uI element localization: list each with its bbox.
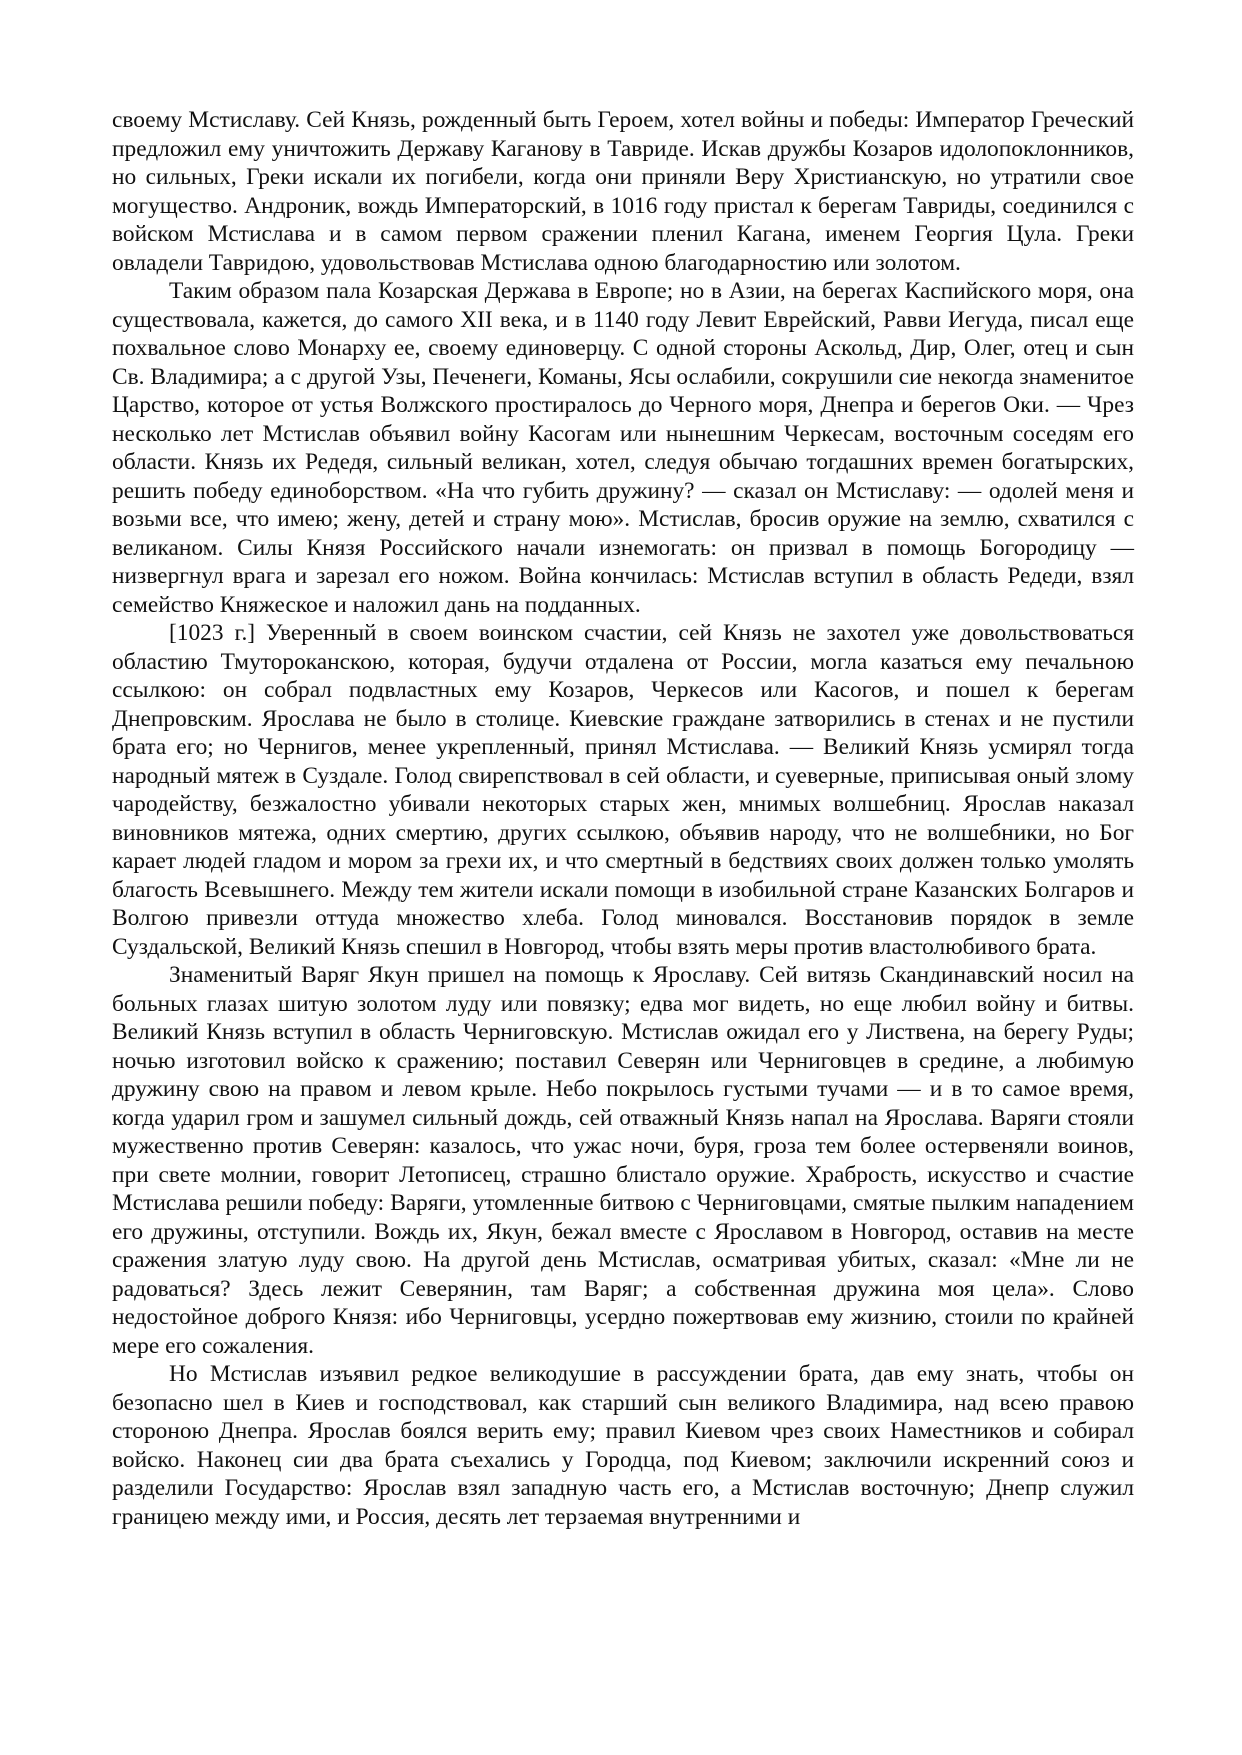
paragraph-1: своему Мстиславу. Сей Князь, рожденный быть Героем, хотел войны и победы: Император Греческий предложил ему уничтожить Державу Каганову в Тавриде. Искав дружбы Козаров идолопоклонников, но сильных, Греки искали их погибели, когда они приняли Веру Христианскую, но утратили свое могущество. Андроник, вождь Императорский, в 1016 году пристал к берегам Тавриды, соединился с войском Мстислава и в самом первом сражении пленил Кагана, именем Георгия Цула. Греки овладели Тавридою, удовольствовав Мстислава одною благодарностию или золотом.	[112, 107, 1134, 276]
document-page	[112, 106, 1134, 1531]
paragraph-5: Но Мстислав изъявил редкое великодушие в рассуждении брата, дав ему знать, чтобы он безопасно шел в Киев и господствовал, как старший сын великого Владимира, над всею правою стороною Днепра. Ярослав боялся верить ему; правил Киевом чрез своих Наместников и собирал войско. Наконец сии два брата съехались у Городца, под Киевом; заключили искренний союз и разделили Государство: Ярослав взял западную часть его, а Мстислав восточную; Днепр служил границею между ими, и Россия, десять лет терзаемая внутренними и	[112, 1361, 1134, 1530]
paragraph-2: Таким образом пала Козарская Держава в Европе; но в Азии, на берегах Каспийского моря, она существовала, кажется, до самого XII века, и в 1140 году Левит Еврейский, Равви Иегуда, писал еще похвальное слово Монарху ее, своему единоверцу. С одной стороны Аскольд, Дир, Олег, отец и сын Св. Владимира; а с другой Узы, Печенеги, Команы, Ясы ослабили, сокрушили сие некогда знаменитое Царство, которое от устья Волжского простиралось до Черного моря, Днепра и берегов Оки. — Чрез несколько лет Мстислав объявил войну Касогам или нынешним Черкесам, восточным соседям его области. Князь их Редедя, сильный великан, хотел, следуя обычаю тогдашних времен богатырских, решить победу единоборством. «На что губить дружину? — сказал он Мстиславу: — одолей меня и возьми все, что имею; жену, детей и страну мою». Мстислав, бросив оружие на землю, схватился с великаном. Силы Князя Российского начали изнемогать: он призвал в помощь Богородицу — низвергнул врага и зарезал его ножом. Война кончилась: Мстислав вступил в область Редеди, взял семейство Княжеское и наложил дань на подданных.	[112, 278, 1134, 618]
paragraph-4: Знаменитый Варяг Якун пришел на помощь к Ярославу. Сей витязь Скандинавский носил на больных глазах шитую золотом луду или повязку; едва мог видеть, но еще любил войну и битвы. Великий Князь вступил в область Черниговскую. Мстислав ожидал его у Листвена, на берегу Руды; ночью изготовил войско к сражению; поставил Северян или Черниговцев в средине, а любимую дружину свою на правом и левом крыле. Небо покрылось густыми тучами — и в то самое время, когда ударил гром и зашумел сильный дождь, сей отважный Князь напал на Ярослава. Варяги стояли мужественно против Северян: казалось, что ужас ночи, буря, гроза тем более остервеняли воинов, при свете молнии, говорит Летописец, страшно блистало оружие. Храбрость, искусство и счастие Мстислава решили победу: Варяги, утомленные битвою с Черниговцами, смятые пылким нападением его дружины, отступили. Вождь их, Якун, бежал вместе с Ярославом в Новгород, оставив на месте сражения златую луду свою. На другой день Мстислав, осматривая убитых, сказал: «Мне ли не радоваться? Здесь лежит Северянин, там Варяг; а собственная дружина моя цела». Слово недостойное доброго Князя: ибо Черниговцы, усердно пожертвовав ему жизнию, стоили по крайней мере его сожаления.	[112, 962, 1134, 1359]
paragraph-3: [1023 г.] Уверенный в своем воинском счастии, сей Князь не захотел уже довольствоваться областию Тмутороканскою, которая, будучи отдалена от России, могла казаться ему печальною ссылкою: он собрал подвластных ему Козаров, Черкесов или Касогов, и пошел к берегам Днепровским. Ярослава не было в столице. Киевские граждане затворились в стенах и не пустили брата его; но Чернигов, менее укрепленный, принял Мстислава. — Великий Князь усмирял тогда народный мятеж в Суздале. Голод свирепствовал в сей области, и суеверные, приписывая оный злому чародейству, безжалостно убивали некоторых старых жен, мнимых волшебниц. Ярослав наказал виновников мятежа, одних смертию, других ссылкою, объявив народу, что не волшебники, но Бог карает людей гладом и мором за грехи их, и что смертный в бедствиях своих должен только умолять благость Всевышнего. Между тем жители искали помощи в изобильной стране Казанских Болгаров и Волгою привезли оттуда множество хлеба. Голод миновался. Восстановив порядок в земле Суздальской, Великий Князь спешил в Новгород, чтобы взять меры против властолюбивого брата.	[112, 620, 1134, 960]
